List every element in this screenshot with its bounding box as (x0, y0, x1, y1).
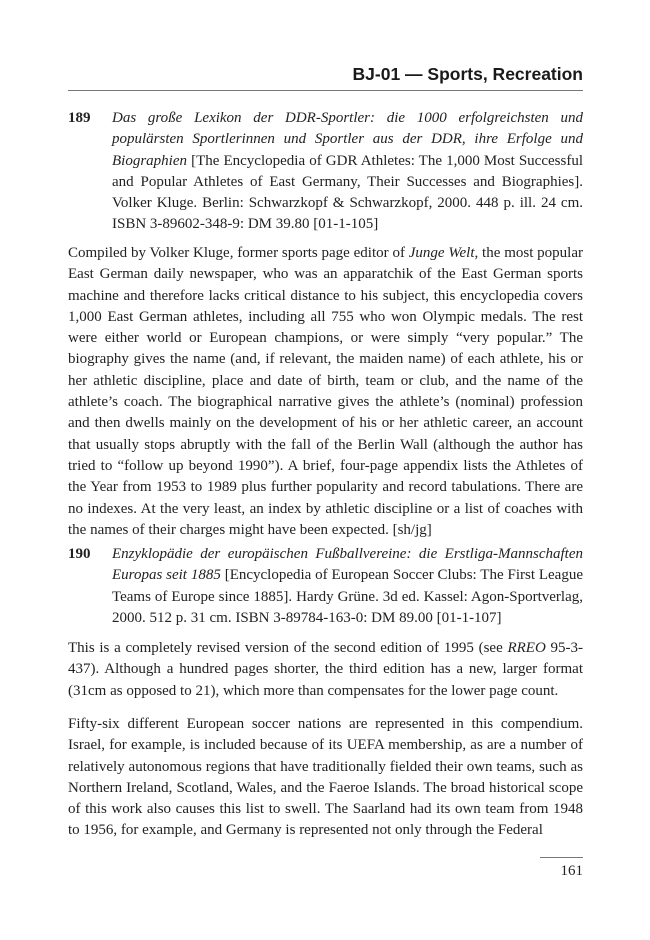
paragraph-text: 95-3-437). Although a hundred pages shorter, the third edition has a new, larger format (31cm as opposed to 21), which more than compensates for the lower page count. (68, 640, 583, 699)
entry-details: [The Encyclopedia of GDR Athletes: The 1,000 Most Successful and Popular Athletes of East Germany, Their Successes and Biographies]. Volker Kluge. Berlin: Schwarzkopf & Schwarzkopf, 2000. 448 p. ill. 24 cm. ISBN 3-89602-348-9: DM 39.80 [01-1-105] (112, 152, 583, 233)
entry-title: Enzyklopädie der europäischen Fußballvereine: die Erstliga-Mannschaften Europas seit 1885 (112, 546, 583, 584)
review-paragraph-190-b: Fifty-six different European soccer nations are represented in this compendium. Israel, for example, is included because of its UEFA membership, as are a number of relatively autonomous regions that have traditionally fielded their own teams, such as Northern Ireland, Scotland, Wales, and the Faeroe Islands. The broad historical scope of this work also causes this list to swell. The Saarland had its own team from 1948 to 1956, for example, and Germany is represented not only through the Federal (68, 716, 583, 839)
entry-number: 190 (68, 546, 91, 562)
journal-abbrev: RREO (507, 640, 546, 656)
paragraph-text: Compiled by Volker Kluge, former sports page editor of (68, 245, 409, 261)
review-paragraph-190-a (68, 638, 583, 702)
entry-190 (68, 544, 583, 629)
header-divider (68, 90, 583, 91)
entry-title: Das große Lexikon der DDR-Sportler: die 1000 erfolgreichsten und populärsten Sportlerinnen und Sportler aus der DDR, ihre Erfolge und Biographien (112, 110, 583, 169)
review-paragraph-189 (68, 243, 583, 541)
entry-189 (68, 108, 583, 236)
entry-citation (112, 108, 583, 236)
newspaper-title: Junge Welt (408, 245, 475, 261)
entry-details: [Encyclopedia of European Soccer Clubs: The First League Teams of Europe since 1885]. Hardy Grüne. 3d ed. Kassel: Agon-Sportverlag, 2000. 512 p. 31 cm. ISBN 3-89784-163-0: DM 89.00 [01-1-107] (112, 567, 583, 626)
paragraph-text: , the most popular East German daily newspaper, who was an apparatchik of the East German sports machine and therefore lacks critical distance to his subject, this encyclopedia covers 1,000 East German athletes, including all 755 who won Olympic medals. The rest were either world or European champions, or were simply “very popular.” The biography gives the name (and, if relevant, the maiden name) of each athlete, his or her athletic discipline, place and date of birth, team or club, and the name of the athlete’s coach. The biographical narrative gives the athlete’s (nominal) profession and then dwells mainly on the development of his or her athletic career, an account that usually stops abruptly with the fall of the Berlin Wall (although the author has tried to “follow up beyond 1990”). A brief, four-page appendix lists the Athletes of the Year from 1953 to 1989 plus further popularity and record tabulations. There are no indexes. At the very least, an index by athletic discipline or a list of coaches with the names of their charges might have been expected. [sh/jg] (68, 245, 583, 538)
page-number: 161 (560, 863, 583, 879)
entry-number: 189 (68, 110, 91, 126)
footer-divider (540, 857, 583, 858)
entry-citation (112, 544, 583, 629)
paragraph-text: This is a completely revised version of the second edition of 1995 (see (68, 640, 508, 656)
running-header: BJ-01 — Sports, Recreation (352, 64, 583, 84)
